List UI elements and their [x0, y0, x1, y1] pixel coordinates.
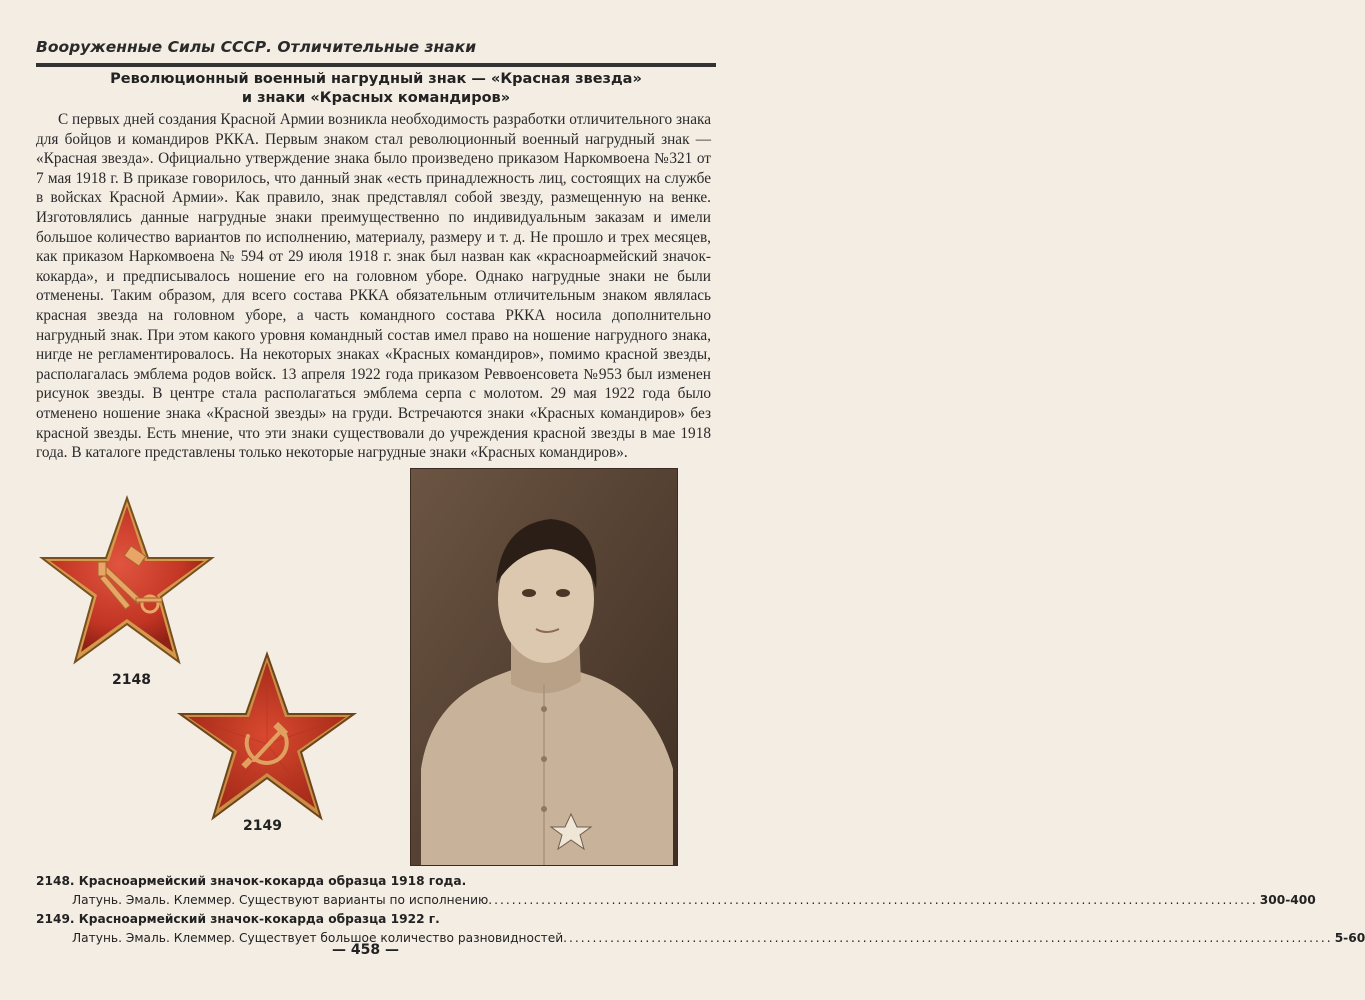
- article-title-line1: Революционный военный нагрудный знак — «Красная звезда»: [110, 71, 642, 87]
- catalog-entry-description: Латунь. Эмаль. Клеммер. Существуют варианты по исполнению.: [72, 893, 493, 907]
- catalog-list: [36, 872, 1365, 948]
- article-title-line2: и знаки «Красных командиров»: [241, 90, 511, 106]
- article-title: [36, 70, 716, 108]
- badge-2148-image: [38, 494, 216, 670]
- leader-dots: ..................................................................................................................................: [494, 893, 1258, 907]
- leader-dots: ..................................................................................................................................: [569, 931, 1333, 945]
- catalog-entry: [36, 872, 1316, 910]
- catalog-entry-description: Латунь. Эмаль. Клеммер. Существует большое количество разновидностей.: [72, 931, 568, 945]
- badge-2149-image: [178, 652, 356, 822]
- section-header: Вооруженные Силы СССР. Отличительные знаки: [36, 38, 477, 56]
- portrait-photo: [410, 468, 678, 866]
- catalog-entry-price: 5-60: [1334, 931, 1365, 945]
- page-number: — 458 —: [332, 942, 399, 958]
- badge-2148-number: 2148: [112, 672, 151, 688]
- article-paragraph: С первых дней создания Красной Армии возникла необходимость разработки отличительного знака для бойцов и командиров РККА. Первым знаком стал революционный военный нагрудный знак — «Красная звезда». Официально утверждение знака было произведено приказом Наркомвоена №321 от 7 мая 1918 г. В приказе говорилось, что данный знак «есть принадлежность лиц, состоящих на службе в войсках Красной Армии». Как правило, знак представлял собой звезду, размещенную на венке. Изготовлялись данные нагрудные знаки преимущественно по индивидуальным заказам и имели большое количество вариантов по исполнению, материалу, размеру и т. д. Не прошло и трех месяцев, как приказом Наркомвоена № 594 от 29 июля 1918 г. знак был назван как «красноармейский значок-кокарда», и предписывалось ношение его на головном уборе. Однако нагрудные знаки не были отменены. Таким образом, для всего состава РККА обязательным отличительным знаком являлась красная звезда на головном уборе, а часть командного состава РККА носила дополнительно нагрудный знак. При этом какого уровня командный состав имел право на ношение нагрудного знака, нигде не регламентировалось. На некоторых знаках «Красных командиров», помимо красной звезды, располагалась эмблема родов войск. 13 апреля 1922 года приказом Реввоенсовета №953 был изменен рисунок звезды. В центре стала располагаться эмблема серпа с молотом. 29 мая 1922 года было отменено ношение знака «Красной звезды» на груди. Встречаются знаки «Красных командиров» без красной звезды. Есть мнение, что эти знаки существовали до учреждения красной звезды в мае 1918 года. В каталоге представлены только некоторые нагрудные знаки «Красных командиров».: [36, 111, 711, 462]
- catalog-entry-title: 2148. Красноармейский значок-кокарда образца 1918 года.: [36, 874, 467, 888]
- catalog-entry-title: 2149. Красноармейский значок-кокарда образца 1922 г.: [36, 912, 440, 926]
- article-body: [36, 110, 711, 463]
- header-rule: [36, 63, 716, 67]
- badge-2149-number: 2149: [243, 818, 282, 834]
- catalog-entry-price: 300-400: [1259, 893, 1316, 907]
